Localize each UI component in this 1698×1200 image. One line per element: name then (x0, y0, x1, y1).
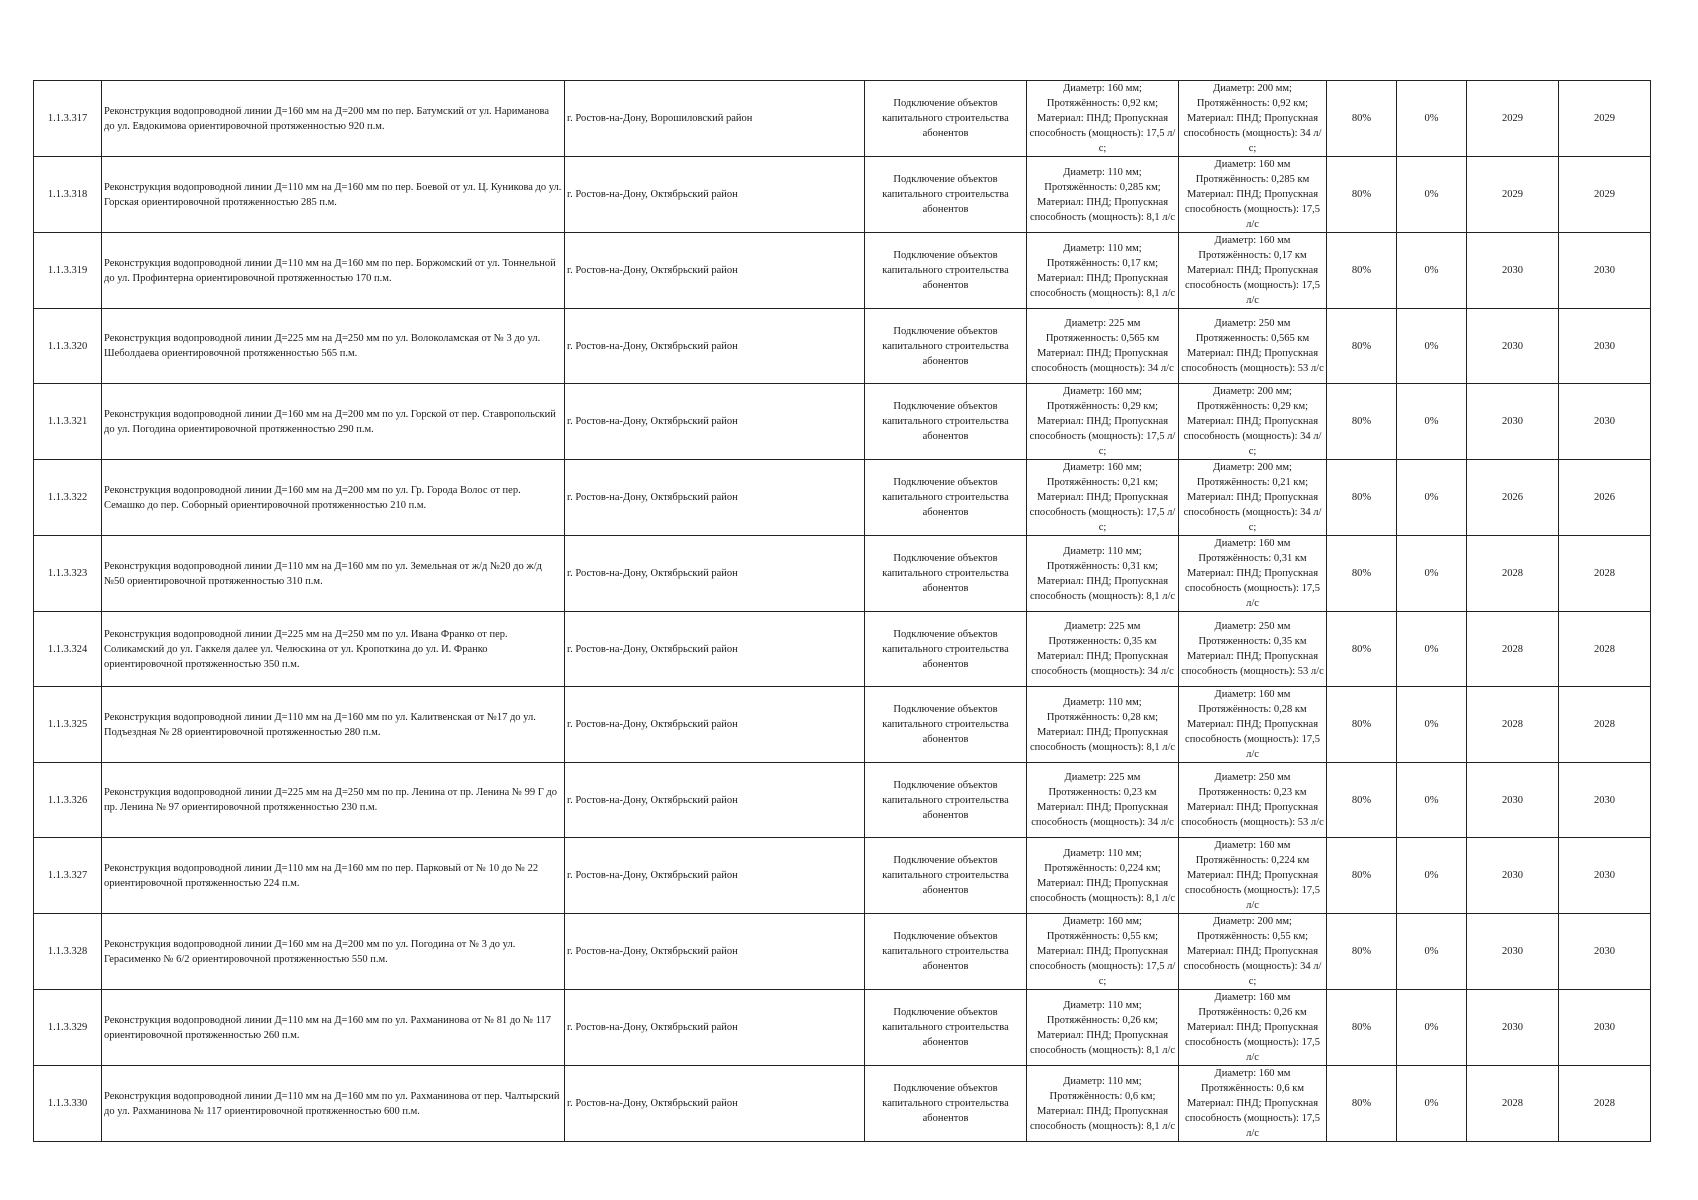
project-name-cell: Реконструкция водопроводной линии Д=110 мм на Д=160 мм по пер. Боевой от ул. Ц. Куникова до ул. Горская ориентировочной протяженностью 285 п.м. (102, 157, 565, 233)
project-location-cell: г. Ростов-на-Дону, Октябрьский район (565, 233, 865, 309)
year-start-cell: 2030 (1467, 763, 1559, 838)
table-row (34, 687, 1651, 763)
project-location-cell: г. Ростов-на-Дону, Октябрьский район (565, 309, 865, 384)
project-code-cell: 1.1.3.318 (34, 157, 102, 233)
table-row (34, 233, 1651, 309)
project-code-cell: 1.1.3.330 (34, 1066, 102, 1142)
wear-before-cell: 80% (1327, 81, 1397, 157)
table-row (34, 81, 1651, 157)
project-name-cell: Реконструкция водопроводной линии Д=160 мм на Д=200 мм по пер. Батумский от ул. Нариманова до ул. Евдокимова ориентировочной протяженностью 920 п.м. (102, 81, 565, 157)
year-start-cell: 2029 (1467, 157, 1559, 233)
wear-before-cell: 80% (1327, 763, 1397, 838)
wear-after-cell: 0% (1397, 157, 1467, 233)
wear-after-cell: 0% (1397, 536, 1467, 612)
project-purpose-cell: Подключение объектов капитального строительства абонентов (865, 460, 1027, 536)
project-location-cell: г. Ростов-на-Дону, Октябрьский район (565, 838, 865, 914)
project-purpose-cell: Подключение объектов капитального строительства абонентов (865, 914, 1027, 990)
wear-after-cell: 0% (1397, 687, 1467, 763)
wear-before-cell: 80% (1327, 838, 1397, 914)
project-name-cell: Реконструкция водопроводной линии Д=110 мм на Д=160 мм по ул. Земельная от ж/д №20 до ж/д №50 ориентировочной протяженностью 310 п.м. (102, 536, 565, 612)
project-purpose-cell: Подключение объектов капитального строительства абонентов (865, 536, 1027, 612)
params-before-cell: Диаметр: 160 мм; Протяжённость: 0,92 км; Материал: ПНД; Пропускная способность (мощность): 17,5 л/с; (1027, 81, 1179, 157)
table-row (34, 914, 1651, 990)
table-row (34, 536, 1651, 612)
project-name-cell: Реконструкция водопроводной линии Д=110 мм на Д=160 мм по пер. Боржомский от ул. Тоннельной до ул. Профинтерна ориентировочной протяженностью 170 п.м. (102, 233, 565, 309)
project-code-cell: 1.1.3.317 (34, 81, 102, 157)
project-code-cell: 1.1.3.327 (34, 838, 102, 914)
params-before-cell: Диаметр: 110 мм; Протяжённость: 0,26 км; Материал: ПНД; Пропускная способность (мощность): 8,1 л/с (1027, 990, 1179, 1066)
project-code-cell: 1.1.3.321 (34, 384, 102, 460)
project-code-cell: 1.1.3.329 (34, 990, 102, 1066)
project-name-cell: Реконструкция водопроводной линии Д=110 мм на Д=160 мм по ул. Калитвенская от №17 до ул. Подъездная № 28 ориентировочной протяженностью 280 п.м. (102, 687, 565, 763)
project-name-cell: Реконструкция водопроводной линии Д=110 мм на Д=160 мм по пер. Парковый от № 10 до № 22 ориентировочной протяженностью 224 п.м. (102, 838, 565, 914)
table-body (34, 81, 1651, 1142)
params-before-cell: Диаметр: 225 мм Протяженность: 0,23 км Материал: ПНД; Пропускная способность (мощность): 34 л/с (1027, 763, 1179, 838)
year-end-cell: 2030 (1559, 763, 1651, 838)
params-before-cell: Диаметр: 110 мм; Протяжённость: 0,17 км; Материал: ПНД; Пропускная способность (мощность): 8,1 л/с (1027, 233, 1179, 309)
wear-after-cell: 0% (1397, 1066, 1467, 1142)
year-start-cell: 2030 (1467, 990, 1559, 1066)
project-purpose-cell: Подключение объектов капитального строительства абонентов (865, 157, 1027, 233)
params-after-cell: Диаметр: 160 мм Протяжённость: 0,28 км Материал: ПНД; Пропускная способность (мощность): 17,5 л/с (1179, 687, 1327, 763)
params-after-cell: Диаметр: 250 мм Протяженность: 0,565 км Материал: ПНД; Пропускная способность (мощность): 53 л/с (1179, 309, 1327, 384)
project-purpose-cell: Подключение объектов капитального строительства абонентов (865, 612, 1027, 687)
year-end-cell: 2028 (1559, 536, 1651, 612)
investment-program-table (33, 80, 1651, 1142)
project-name-cell: Реконструкция водопроводной линии Д=110 мм на Д=160 мм по ул. Рахманинова от пер. Чалтырский до ул. Рахманинова № 117 ориентировочной протяженностью 600 п.м. (102, 1066, 565, 1142)
wear-before-cell: 80% (1327, 1066, 1397, 1142)
project-location-cell: г. Ростов-на-Дону, Октябрьский район (565, 536, 865, 612)
table-row (34, 990, 1651, 1066)
year-start-cell: 2029 (1467, 81, 1559, 157)
wear-after-cell: 0% (1397, 612, 1467, 687)
project-purpose-cell: Подключение объектов капитального строительства абонентов (865, 384, 1027, 460)
params-after-cell: Диаметр: 200 мм; Протяжённость: 0,55 км; Материал: ПНД; Пропускная способность (мощность): 34 л/с; (1179, 914, 1327, 990)
project-code-cell: 1.1.3.322 (34, 460, 102, 536)
project-name-cell: Реконструкция водопроводной линии Д=160 мм на Д=200 мм по ул. Погодина от № 3 до ул. Герасименко № 6/2 ориентировочной протяженностью 550 п.м. (102, 914, 565, 990)
params-before-cell: Диаметр: 110 мм; Протяжённость: 0,224 км; Материал: ПНД; Пропускная способность (мощность): 8,1 л/с (1027, 838, 1179, 914)
params-before-cell: Диаметр: 110 мм; Протяжённость: 0,285 км; Материал: ПНД; Пропускная способность (мощность): 8,1 л/с (1027, 157, 1179, 233)
project-code-cell: 1.1.3.319 (34, 233, 102, 309)
table-row (34, 157, 1651, 233)
project-location-cell: г. Ростов-на-Дону, Октябрьский район (565, 990, 865, 1066)
wear-before-cell: 80% (1327, 384, 1397, 460)
table-row (34, 612, 1651, 687)
wear-after-cell: 0% (1397, 384, 1467, 460)
project-purpose-cell: Подключение объектов капитального строительства абонентов (865, 1066, 1027, 1142)
params-before-cell: Диаметр: 160 мм; Протяжённость: 0,21 км; Материал: ПНД; Пропускная способность (мощность): 17,5 л/с; (1027, 460, 1179, 536)
project-code-cell: 1.1.3.323 (34, 536, 102, 612)
project-purpose-cell: Подключение объектов капитального строительства абонентов (865, 81, 1027, 157)
project-code-cell: 1.1.3.325 (34, 687, 102, 763)
project-name-cell: Реконструкция водопроводной линии Д=225 мм на Д=250 мм по ул. Волоколамская от № 3 до ул. Шеболдаева ориентировочной протяженностью 565 п.м. (102, 309, 565, 384)
year-end-cell: 2030 (1559, 838, 1651, 914)
params-after-cell: Диаметр: 160 мм Протяжённость: 0,26 км Материал: ПНД; Пропускная способность (мощность): 17,5 л/с (1179, 990, 1327, 1066)
project-location-cell: г. Ростов-на-Дону, Ворошиловский район (565, 81, 865, 157)
year-start-cell: 2026 (1467, 460, 1559, 536)
year-start-cell: 2030 (1467, 309, 1559, 384)
wear-before-cell: 80% (1327, 687, 1397, 763)
project-location-cell: г. Ростов-на-Дону, Октябрьский район (565, 687, 865, 763)
wear-before-cell: 80% (1327, 233, 1397, 309)
year-end-cell: 2026 (1559, 460, 1651, 536)
params-after-cell: Диаметр: 160 мм Протяжённость: 0,17 км Материал: ПНД; Пропускная способность (мощность): 17,5 л/с (1179, 233, 1327, 309)
year-start-cell: 2030 (1467, 838, 1559, 914)
year-start-cell: 2028 (1467, 612, 1559, 687)
year-start-cell: 2028 (1467, 1066, 1559, 1142)
year-start-cell: 2028 (1467, 536, 1559, 612)
wear-after-cell: 0% (1397, 460, 1467, 536)
table-row (34, 763, 1651, 838)
year-end-cell: 2030 (1559, 914, 1651, 990)
params-before-cell: Диаметр: 110 мм; Протяжённость: 0,31 км; Материал: ПНД; Пропускная способность (мощность): 8,1 л/с (1027, 536, 1179, 612)
table-row (34, 460, 1651, 536)
table-row (34, 1066, 1651, 1142)
year-end-cell: 2028 (1559, 1066, 1651, 1142)
wear-after-cell: 0% (1397, 309, 1467, 384)
year-end-cell: 2030 (1559, 990, 1651, 1066)
params-after-cell: Диаметр: 160 мм Протяжённость: 0,6 км Материал: ПНД; Пропускная способность (мощность): 17,5 л/с (1179, 1066, 1327, 1142)
params-after-cell: Диаметр: 200 мм; Протяжённость: 0,21 км; Материал: ПНД; Пропускная способность (мощность): 34 л/с; (1179, 460, 1327, 536)
project-name-cell: Реконструкция водопроводной линии Д=160 мм на Д=200 мм по ул. Горской от пер. Ставропольский до ул. Погодина ориентировочной протяженностью 290 п.м. (102, 384, 565, 460)
params-after-cell: Диаметр: 160 мм Протяжённость: 0,31 км Материал: ПНД; Пропускная способность (мощность): 17,5 л/с (1179, 536, 1327, 612)
project-location-cell: г. Ростов-на-Дону, Октябрьский район (565, 914, 865, 990)
wear-before-cell: 80% (1327, 990, 1397, 1066)
wear-after-cell: 0% (1397, 763, 1467, 838)
params-after-cell: Диаметр: 160 мм Протяжённость: 0,285 км Материал: ПНД; Пропускная способность (мощность): 17,5 л/с (1179, 157, 1327, 233)
wear-before-cell: 80% (1327, 157, 1397, 233)
year-start-cell: 2028 (1467, 687, 1559, 763)
project-purpose-cell: Подключение объектов капитального строительства абонентов (865, 687, 1027, 763)
params-after-cell: Диаметр: 250 мм Протяженность: 0,35 км Материал: ПНД; Пропускная способность (мощность): 53 л/с (1179, 612, 1327, 687)
project-purpose-cell: Подключение объектов капитального строительства абонентов (865, 990, 1027, 1066)
params-before-cell: Диаметр: 160 мм; Протяжённость: 0,55 км; Материал: ПНД; Пропускная способность (мощность): 17,5 л/с; (1027, 914, 1179, 990)
table-row (34, 309, 1651, 384)
wear-before-cell: 80% (1327, 536, 1397, 612)
project-location-cell: г. Ростов-на-Дону, Октябрьский район (565, 384, 865, 460)
project-name-cell: Реконструкция водопроводной линии Д=160 мм на Д=200 мм по ул. Гр. Города Волос от пер. Семашко до пер. Соборный ориентировочной протяженностью 210 п.м. (102, 460, 565, 536)
project-name-cell: Реконструкция водопроводной линии Д=110 мм на Д=160 мм по ул. Рахманинова от № 81 до № 117 ориентировочной протяженностью 260 п.м. (102, 990, 565, 1066)
wear-before-cell: 80% (1327, 914, 1397, 990)
project-location-cell: г. Ростов-на-Дону, Октябрьский район (565, 612, 865, 687)
year-end-cell: 2030 (1559, 309, 1651, 384)
wear-before-cell: 80% (1327, 309, 1397, 384)
wear-after-cell: 0% (1397, 990, 1467, 1066)
project-location-cell: г. Ростов-на-Дону, Октябрьский район (565, 763, 865, 838)
project-code-cell: 1.1.3.326 (34, 763, 102, 838)
project-purpose-cell: Подключение объектов капитального строительства абонентов (865, 763, 1027, 838)
params-before-cell: Диаметр: 160 мм; Протяжённость: 0,29 км; Материал: ПНД; Пропускная способность (мощность): 17,5 л/с; (1027, 384, 1179, 460)
year-start-cell: 2030 (1467, 384, 1559, 460)
params-before-cell: Диаметр: 110 мм; Протяжённость: 0,28 км; Материал: ПНД; Пропускная способность (мощность): 8,1 л/с (1027, 687, 1179, 763)
project-location-cell: г. Ростов-на-Дону, Октябрьский район (565, 460, 865, 536)
year-end-cell: 2029 (1559, 81, 1651, 157)
year-end-cell: 2028 (1559, 612, 1651, 687)
params-after-cell: Диаметр: 200 мм; Протяжённость: 0,92 км; Материал: ПНД; Пропускная способность (мощность): 34 л/с; (1179, 81, 1327, 157)
wear-before-cell: 80% (1327, 612, 1397, 687)
project-code-cell: 1.1.3.324 (34, 612, 102, 687)
table-row (34, 384, 1651, 460)
params-before-cell: Диаметр: 225 мм Протяженность: 0,35 км Материал: ПНД; Пропускная способность (мощность): 34 л/с (1027, 612, 1179, 687)
year-start-cell: 2030 (1467, 233, 1559, 309)
project-name-cell: Реконструкция водопроводной линии Д=225 мм на Д=250 мм по пр. Ленина от пр. Ленина № 99 Г до пр. Ленина № 97 ориентировочной протяженностью 230 п.м. (102, 763, 565, 838)
year-start-cell: 2030 (1467, 914, 1559, 990)
params-after-cell: Диаметр: 200 мм; Протяжённость: 0,29 км; Материал: ПНД; Пропускная способность (мощность): 34 л/с; (1179, 384, 1327, 460)
project-code-cell: 1.1.3.320 (34, 309, 102, 384)
wear-before-cell: 80% (1327, 460, 1397, 536)
project-purpose-cell: Подключение объектов капитального строительства абонентов (865, 233, 1027, 309)
project-location-cell: г. Ростов-на-Дону, Октябрьский район (565, 157, 865, 233)
project-purpose-cell: Подключение объектов капитального строительства абонентов (865, 309, 1027, 384)
params-before-cell: Диаметр: 110 мм; Протяжённость: 0,6 км; Материал: ПНД; Пропускная способность (мощность): 8,1 л/с (1027, 1066, 1179, 1142)
project-name-cell: Реконструкция водопроводной линии Д=225 мм на Д=250 мм по ул. Ивана Франко от пер. Соликамский до ул. Гаккеля далее ул. Челюскина от ул. Кропоткина до ул. И. Франко ориентировочной протяженностью 350 п.м. (102, 612, 565, 687)
wear-after-cell: 0% (1397, 838, 1467, 914)
wear-after-cell: 0% (1397, 233, 1467, 309)
year-end-cell: 2030 (1559, 384, 1651, 460)
project-location-cell: г. Ростов-на-Дону, Октябрьский район (565, 1066, 865, 1142)
table-row (34, 838, 1651, 914)
params-before-cell: Диаметр: 225 мм Протяженность: 0,565 км Материал: ПНД; Пропускная способность (мощность): 34 л/с (1027, 309, 1179, 384)
params-after-cell: Диаметр: 250 мм Протяженность: 0,23 км Материал: ПНД; Пропускная способность (мощность): 53 л/с (1179, 763, 1327, 838)
wear-after-cell: 0% (1397, 81, 1467, 157)
year-end-cell: 2029 (1559, 157, 1651, 233)
year-end-cell: 2028 (1559, 687, 1651, 763)
wear-after-cell: 0% (1397, 914, 1467, 990)
project-code-cell: 1.1.3.328 (34, 914, 102, 990)
params-after-cell: Диаметр: 160 мм Протяжённость: 0,224 км Материал: ПНД; Пропускная способность (мощность): 17,5 л/с (1179, 838, 1327, 914)
project-purpose-cell: Подключение объектов капитального строительства абонентов (865, 838, 1027, 914)
year-end-cell: 2030 (1559, 233, 1651, 309)
